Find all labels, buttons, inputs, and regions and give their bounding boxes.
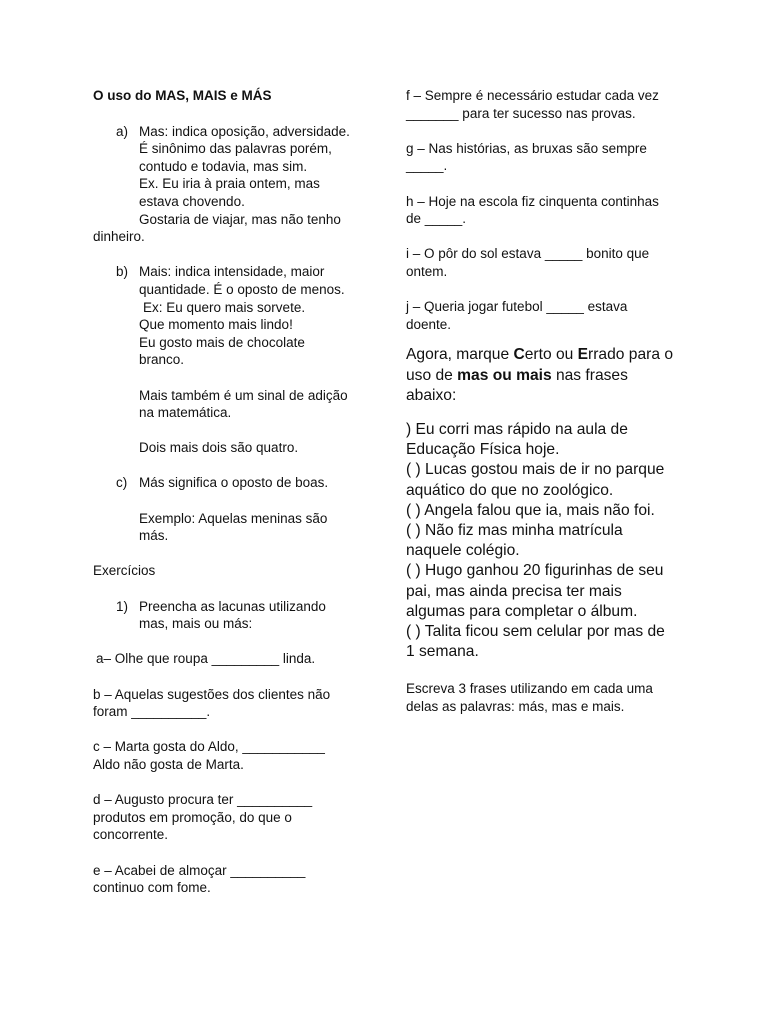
rule-c-line: Exemplo: Aquelas meninas são bbox=[139, 510, 328, 526]
exercise-d: concorrente. bbox=[93, 827, 169, 843]
right-column bbox=[406, 87, 678, 716]
rule-b bbox=[93, 263, 383, 457]
rule-a-line: contudo e todavia, mas sim. bbox=[139, 158, 308, 174]
mark-sentence: aquático do que no zoológico. bbox=[406, 481, 614, 499]
rule-c bbox=[93, 474, 383, 544]
mark-sentences bbox=[406, 420, 678, 662]
exercise-g: _____. bbox=[406, 158, 448, 174]
rule-b-line: Eu gosto mais de chocolate bbox=[139, 334, 305, 350]
mark-sentence: ( ) Lucas gostou mais de ir no parque bbox=[406, 461, 665, 479]
mark-sentence: algumas para completar o álbum. bbox=[406, 602, 638, 620]
exercise-b: foram __________. bbox=[93, 704, 211, 720]
exercise-i: i – O pôr do sol estava _____ bonito que bbox=[406, 246, 650, 262]
rule-a bbox=[93, 123, 383, 246]
rule-a-marker: a) bbox=[116, 123, 129, 139]
mark-sentence: pai, mas ainda precisa ter mais bbox=[406, 582, 622, 600]
mark-sentence: Educação Física hoje. bbox=[406, 441, 560, 459]
exercise-i: ontem. bbox=[406, 263, 448, 279]
exercise-c: Aldo não gosta de Marta. bbox=[93, 756, 244, 772]
page-title: O uso do MAS, MAIS e MÁS bbox=[93, 88, 272, 103]
exercises-heading: Exercícios bbox=[93, 563, 156, 579]
mark-sentence: ( ) Hugo ganhou 20 figurinhas de seu bbox=[406, 562, 664, 580]
exercise-a: a– Olhe que roupa _________ linda. bbox=[96, 651, 316, 667]
rule-c-marker: c) bbox=[116, 475, 128, 491]
exercise-d: produtos em promoção, do que o bbox=[93, 809, 292, 825]
exercise-h: de _____. bbox=[406, 211, 467, 227]
mark-sentence: ( ) Angela falou que ia, mais não foi. bbox=[406, 501, 655, 519]
rule-a-line: Gostaria de viajar, mas não tenho bbox=[139, 211, 341, 227]
rule-b-line: quantidade. É o oposto de menos. bbox=[139, 281, 345, 297]
exercise-1 bbox=[93, 598, 383, 633]
exercise-j: doente. bbox=[406, 316, 452, 332]
rule-b-marker: b) bbox=[116, 264, 129, 280]
left-column bbox=[93, 87, 383, 897]
final-task: delas as palavras: más, mas e mais. bbox=[406, 698, 625, 714]
mark-instruction-line: Agora, marque Certo ou Errado para o bbox=[406, 346, 673, 364]
rule-b-line: Dois mais dois são quatro. bbox=[139, 440, 299, 456]
exercise-b: b – Aquelas sugestões dos clientes não bbox=[93, 686, 331, 702]
rule-b-line: Mais: indica intensidade, maior bbox=[139, 264, 325, 280]
rule-a-line: dinheiro. bbox=[93, 229, 145, 245]
exercise-f: f – Sempre é necessário estudar cada vez bbox=[406, 88, 659, 103]
exercise-e: e – Acabei de almoçar __________ bbox=[93, 862, 306, 878]
rule-b-line: Mais também é um sinal de adição bbox=[139, 387, 348, 403]
rule-b-line: Ex: Eu quero mais sorvete. bbox=[143, 299, 306, 315]
exercise-j: j – Queria jogar futebol _____ estava bbox=[406, 299, 628, 315]
exercise-d: d – Augusto procura ter __________ bbox=[93, 792, 313, 808]
exercise-c: c – Marta gosta do Aldo, ___________ bbox=[93, 739, 325, 755]
exercise-g: g – Nas histórias, as bruxas são sempre bbox=[406, 140, 647, 156]
rule-a-line: Mas: indica oposição, adversidade. bbox=[139, 123, 350, 139]
exercise-e: continuo com fome. bbox=[93, 880, 211, 896]
rule-b-line: branco. bbox=[139, 352, 185, 368]
final-task: Escreva 3 frases utilizando em cada uma bbox=[406, 681, 653, 697]
exercise-1-line: mas, mais ou más: bbox=[139, 616, 253, 632]
rule-a-line: estava chovendo. bbox=[139, 193, 245, 209]
rule-a-line: Ex. Eu iria à praia ontem, mas bbox=[139, 176, 320, 192]
mark-sentence: 1 semana. bbox=[406, 643, 479, 661]
rule-c-line: Más significa o oposto de boas. bbox=[139, 475, 329, 491]
exercise-f: _______ para ter sucesso nas provas. bbox=[406, 105, 636, 121]
rule-c-line: más. bbox=[139, 528, 169, 544]
mark-instruction-line: uso de mas ou mais nas frases abaixo: bbox=[406, 366, 628, 404]
mark-sentence: naquele colégio. bbox=[406, 542, 520, 560]
rule-a-line: É sinônimo das palavras porém, bbox=[139, 141, 332, 157]
mark-sentence: ) Eu corri mas rápido na aula de bbox=[406, 420, 628, 438]
exercise-h: h – Hoje na escola fiz cinquenta continhas bbox=[406, 193, 659, 209]
mark-sentence: ( ) Talita ficou sem celular por mas de bbox=[406, 622, 665, 640]
mark-sentence: ( ) Não fiz mas minha matrícula bbox=[406, 521, 623, 539]
rule-b-line: Que momento mais lindo! bbox=[139, 317, 293, 333]
rule-b-line: na matemática. bbox=[139, 405, 232, 421]
exercise-1-marker: 1) bbox=[116, 598, 129, 614]
mark-instructions bbox=[406, 345, 678, 406]
exercise-1-line: Preencha as lacunas utilizando bbox=[139, 598, 326, 614]
